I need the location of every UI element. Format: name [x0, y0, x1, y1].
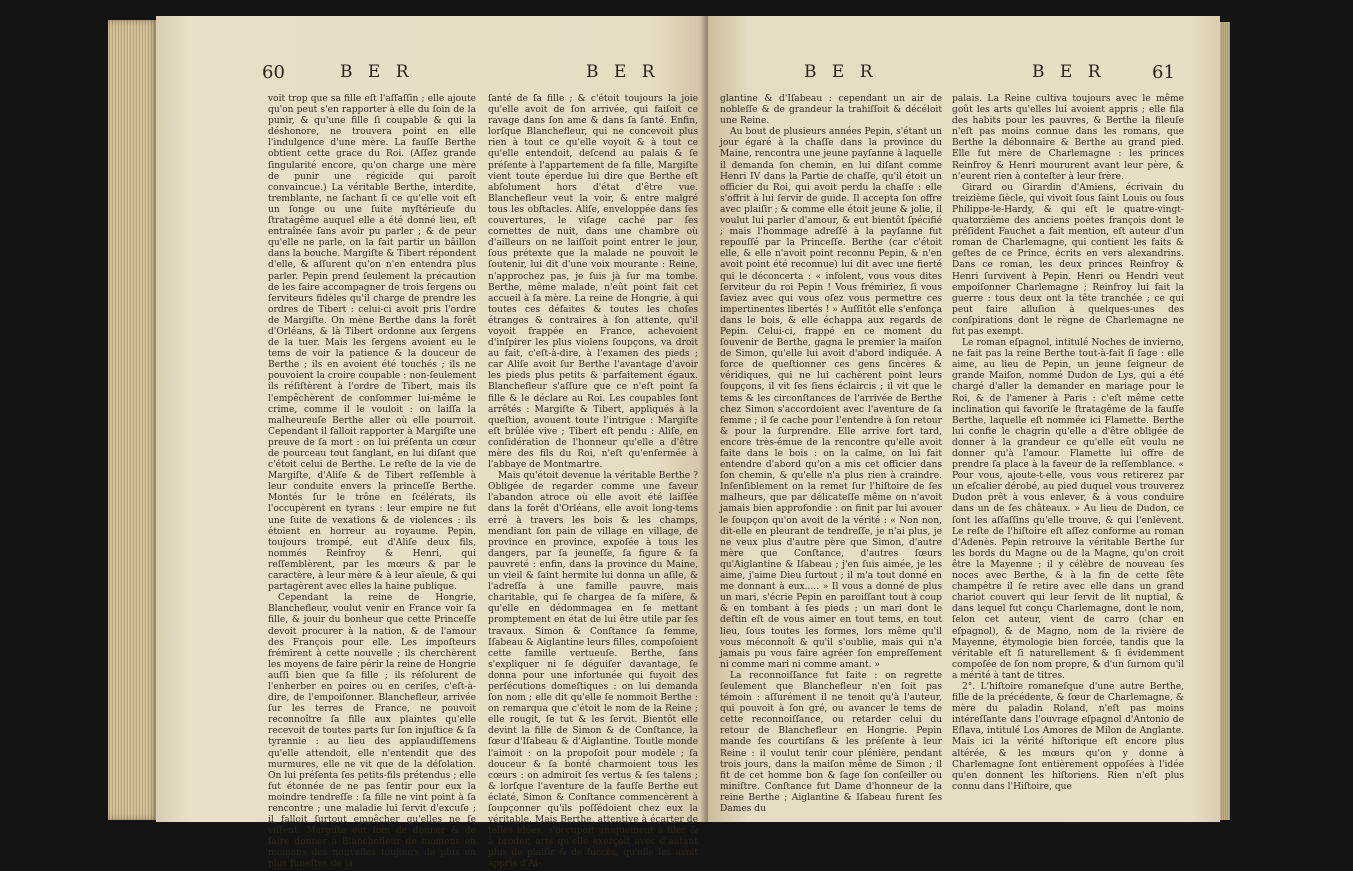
- running-head: B E R: [586, 62, 660, 82]
- running-head: B E R: [340, 62, 414, 82]
- right-page: [708, 16, 1220, 822]
- page-edges-left: [108, 20, 158, 820]
- paragraph: palais. La Reine cultiva toujours avec le même goût les arts qu'elles lui avoient appris ; elle fila des habits pour les pauvres, & Berthe la fileuſe n'eſt pas moins connue dans les romans, que Berthe la débonnaire & Berthe au grand pied. Elle fut mère de Charlemagne : les princes Reinfroy & Henri moururent avant leur père, & n'eurent rien à conteſter à leur frère.: [952, 94, 1184, 182]
- text-column-3: [720, 94, 942, 814]
- page-edges-right: [1220, 22, 1230, 820]
- paragraph: Cependant la reine de Hongrie, Blanchefleur, voulut venir en France voir ſa fille, & jouir du bonheur que cette Princeſſe devoit procurer à la nation, & de l'amour des François pour elle. Les impoſteurs frémirent à cette nouvelle ; ils cherchèrent les moyens de faire périr la reine de Hongrie auſſi bien que ſa fille ; ils réſolurent de l'enherber en poires ou en ceriſes, c'eſt-à-dire, de l'empoiſonner. Blanchefleur, arrivée ſur les terres de France, ne pouvoit reconnoître ſa fille aux plaintes qu'elle recevoit de toutes parts ſur ſon injuſtice & ſa tyrannie : au lieu des applaudiſſemens qu'elle attendoit, elle n'entendit que des murmures, elle ne vit que de la déſolation. On lui préſenta ſes petits-fils prétendus ; elle fut étonnée de ne pas ſentir pour eux la moindre tendreſſe : ſa fille ne vint point à ſa rencontre ; une maladie lui ſervit d'excuſe ; il falloit ſurtout empêcher qu'elles ne ſe viſſent. Margiſte eut ſoin de donner & de faire donner à Blanchefleur de momens en momens des nouvelles toujours de plus en plus funeſtes de la: [268, 593, 476, 870]
- paragraph: ſanté de ſa fille ; & c'étoit toujours la joie qu'elle avoit de ſon arrivée, qui faiſoit ce ravage dans ſon ame & dans ſa ſanté. Enfin, lorſque Blanchefleur, qui ne concevoit plus rien à tout ce qu'elle voyoit & à tout ce qu'elle entendoit, deſcend au palais & ſe préſente à l'appartement de ſa fille, Margiſte vient toute éperdue lui dire que Berthe eſt abſolument hors d'état d'être vue. Blanchefleur veut la voir, & entre malgré tous les obſtacles. Aliſe, enveloppée dans ſes couvertures, le viſage caché par ſes cornettes de nuit, dans une chambre où d'ailleurs on ne laiſſoit point entrer le jour, ſous prétexte que la malade ne pouvoit le ſoutenir, lui dit d'une voix mourante : Reine, n'approchez pas, je ſuis jà ſur ma tombe. Berthe, même malade, n'eût point fait cet accueil à ſa mère. La reine de Hongrie, à qui toutes ces défaites & toutes les choſes étranges & contraires à ſon attente, qu'il voyoit frappée en France, achevoient d'inſpirer les plus violens ſoupçons, va droit au fait, c'eſt-à-dire, à l'examen des pieds ; car Aliſe avoit ſur Berthe l'avantage d'avoir les pieds plus petits & parfaitement égaux. Blanchefleur s'aſſure que ce n'eſt point ſa fille & le déclare au Roi. Les coupables ſont arrêtés : Margiſte & Tibert, appliqués à la queſtion, avouent toute l'intrigue : Margiſte eſt brûlée vive ; Tibert eſt pendu : Aliſe, en conſidération de l'honneur qu'elle a d'être mère des fils du Roi, n'eſt qu'enfermée à l'abbaye de Montmartre.: [488, 94, 698, 471]
- paragraph: La reconnoiſſance fut faite : on regrette ſeulement que Blanchefleur n'en ſoit pas témoin : aſſurément il ne tenoit qu'à l'auteur, qui pouvoit à ſon gré, ou avancer le tems de cette reconnoiſſance, ou retarder celui du retour de Blanchefleur en Hongrie. Pepin mande ſes courtiſans & les préſente à leur Reine : il voulut tenir cour plénière, pendant trois jours, dans la maiſon même de Simon ; il fit de cet homme bon & ſage ſon conſeiller ou miniſtre. Conſtance fut Dame d'honneur de la reine Berthe ; Aiglantine & Iſabeau furent ſes Dames du: [720, 670, 942, 814]
- paragraph: Girard ou Girardin d'Amiens, écrivain du treizième ſiècle, qui vivoit ſous ſaint Louis ou ſous Philippe-le-Hardy, & qui eſt le quatre-vingt-quatorzième des anciens poètes françois dont le préſident Fauchet a fait mention, eſt auteur d'un roman de Charlemagne, qui contient les faits & geſtes de ce Prince, écrits en vers alexandrins. Dans ce roman, les deux princes Reinfroy & Henri ſurvivent à Pepin. Henri ou Hendri veut empoiſonner Charlemagne ; Reinfroy lui fait la guerre : tous deux ont la tête tranchée ; ce qui peut faire alluſion à quelques-unes des conſpirations dont le règne de Charlemagne ne fut pas exempt.: [952, 182, 1184, 337]
- text-column-1: [268, 94, 476, 870]
- page-number: 60: [262, 62, 285, 83]
- paragraph: voit trop que sa fille eſt l'aſſaſſin ; elle ajoute qu'on peut s'en rapporter à elle du ſoin de la punir, & qu'une fille ſi coupable & qui la déshonore, ne trouvera point en elle l'indulgence d'une mère. La fauſſe Berthe obtient cette grace du Roi. (Aſſez grande ſingularité encore, qu'on charge une mère de punir une régicide qui paroît convaincue.) La véritable Berthe, interdite, tremblante, ne ſachant ſi ce qu'elle voit eſt un ſonge ou une ſuite myſtérieuſe du ſtratagême auquel elle a été donné lieu, eſt entraînée ſans avoir pu parler ; & de peur qu'elle ne parle, on la fait partir un bâillon dans la bouche. Margiſte & Tibert répondent d'elle, & aſſurent qu'on n'en entendra plus parler. Pepin prend ſeulement la précaution de les faire accompagner de trois ſergens ou ſerviteurs fidèles qu'il charge de prendre les ordres de Tibert : celui-ci avoit pris l'ordre de Margiſte. On mène Berthe dans la forêt d'Orléans, & là Tibert ordonne aux ſergens de la tuer. Mais les ſergens avoient eu le tems de voir la patience & la douceur de Berthe ; ils en avoient été touchés ; ils ne pouvoient la croire coupable : non-ſeulement ils réſiſtèrent à l'ordre de Tibert, mais ils l'empêchèrent de conſommer lui-même le crime, comme il le vouloit : on laiſſa la malheureuſe Berthe aller où elle pourroit. Cependant il falloit rapporter à Margiſte une preuve de ſa mort : on lui préſenta un cœur de pourceau tout ſanglant, en lui diſant que c'étoit celui de Berthe. Le reſte de la vie de Margiſte, d'Aliſe & de Tibert reſſemble à leur conduite envers la princeſſe Berthe. Montés ſur le trône en ſcélérats, ils l'occupèrent en tyrans : leur empire ne fut une ſuite de vexations & de violences : ils étoient en horreur au royaume. Pepin, toujours trompé, eut d'Aliſe deux fils, nommés Reinfroy & Henri, qui reſſemblèrent, par les mœurs & par le caractère, à leur mère & à leur aïeule, & qui partagèrent avec elles la haine publique.: [268, 94, 476, 593]
- page-number: 61: [1152, 62, 1175, 83]
- text-column-4: [952, 94, 1184, 814]
- paragraph: glantine & d'Iſabeau : cependant un air de nobleſſe & de grandeur la trahiſſoit & décéloit une Reine.: [720, 94, 942, 127]
- running-head: B E R: [804, 62, 878, 82]
- paragraph: Mais qu'étoit devenue la véritable Berthe ? Obligée de regarder comme une faveur l'abandon atroce où elle avoit été laiſſée dans la forêt d'Orléans, elle avoit long-tems erré à travers les bois & les champs, mendiant ſon pain de village en village, de province en province, expoſée à tous les dangers, par ſa jeuneſſe, ſa figure & ſa pauvreté : enfin, dans la province du Maine, un vieil & ſaint hermite lui donna un aſile, & l'adreſſa à une famille pauvre, mais charitable, qui ſe chargea de ſa miſère, & qu'elle en dédommagea en ſe mettant promptement en état de lui être utile par ſes travaux. Simon & Conſtance ſa femme, Iſabeau & Aiglantine leurs filles, compoſoient cette famille vertueuſe. Berthe, ſans s'expliquer ni ſe déguiſer davantage, ſe donna pour une infortunée qui fuyoit des perſécutions domeſtiques : on lui demanda ſon nom ; elle dit qu'elle ſe nommoit Berthe : on remarqua que c'étoit le nom de la Reine ; elle rougit, ſe tut & les ſervit. Bientôt elle devint la fille de Simon & de Conſtance, la ſœur d'Iſabeau & d'Aiglantine. Toutle monde l'aimoit : on la propoſoit pour modèle ; ſa douceur & ſa bonté charmoient tous les cœurs : on admiroit ſes vertus & ſes talens ; & lorſque l'aventure de la fauſſe Berthe eut éclaté, Simon & Conſtance commencèrent à ſoupçonner qu'ils poſſédoient chez eux la véritable. Mais Berthe, attentive à écarter de telles idées, s'occupoit uniquement à filer & à broder, arts qu'elle exerçoit avec d'autant plus de plaiſir & de ſuccès, qu'elle les avoit appris d'Ai-: [488, 471, 698, 870]
- paragraph: Le roman eſpagnol, intitulé Noches de invierno, ne fait pas la reine Berthe tout-à-fait ſi ſage : elle aime, au lieu de Pepin, un jeune ſeigneur de grande Maiſon, nommé Dudon de Lys, qui a été chargé d'aller la demander en mariage pour le Roi, & de l'amener à Paris : c'eſt même cette inclination qui favoriſe le ſtratagême de la fauſſe Berthe, laquelle eſt nommée ici Flamette. Berthe lui confie le chagrin qu'elle a d'être obligée de donner à la grandeur ce qu'elle eût voulu ne donner qu'à l'amour. Flamette lui offre de prendre ſa place à la faveur de la reſſemblance. « Pour vous, ajoute-t-elle, vous vous retirerez par un eſcalier dérobé, au pied duquel vous trouverez Dudon prêt à vous enlever, & à vous conduire dans un de ſes châteaux. » Au lieu de Dudon, ce ſont les aſſaſſins qu'elle trouve, & qui l'enlèvent. Le reſte de l'hiſtoire eſt aſſez conforme au roman d'Adenès. Pepin retrouve la véritable Berthe ſur les bords du Magne ou de la Magne, qu'on croit être la Mayenne ; il y célèbre de nouveau ſes noces avec Berthe, & à la fin de cette fête champêtre il ſe retire avec elle dans un grand chariot couvert qui leur ſervit de lit nuptial, & dans lequel fut conçu Charlemagne, dont le nom, ſelon cet auteur, vient de carro (char en eſpagnol), & de Magno, nom de la rivière de Mayenne, étymologie bien forcée, tandis que la véritable eſt ſi naturellement & ſi évidemment compoſée de ſon nom propre, & d'un ſurnom qu'il a mérité à tant de titres.: [952, 338, 1184, 681]
- right-page-header: [708, 62, 1220, 86]
- running-head: B E R: [1032, 62, 1106, 82]
- text-column-2: [488, 94, 698, 870]
- left-page: [156, 16, 708, 870]
- paragraph: Au bout de plusieurs années Pepin, s'étant un jour égaré à la chaſſe dans la province du Maine, rencontra une jeune payſanne à laquelle il demanda ſon chemin, en lui diſant comme Henri IV dans la Partie de chaſſe, qu'il étoit un officier du Roi, qui avoit perdu la chaſſe : elle s'offrit à lui ſervir de guide. Il accepta ſon offre avec plaiſir ; & comme elle étoit jeune & jolie, il voulut lui parler d'amour, & eut bientôt ſpécifié ; mais l'hommage adreſſé à la payſanne fut repouſſé par la Princeſſe. Berthe (car c'étoit elle, & elle n'avoit point reconnu Pepin, & n'en avoit point été reconnue) lui dit avec une fierté qui le déconcerta : « infolent, vous vous dites ſerviteur du roi Pepin ! Vous frémiriez, ſi vous ſaviez avec qui vous oſez vous permettre ces impertinentes libertés ! » Auſſitôt elle s'enfonça dans le bois, & elle échappa aux regards de Pepin. Celui-ci, frappé en ce moment du ſouvenir de Berthe, gagna le premier la maiſon de Simon, qu'elle lui avoit d'abord indiquée. A force de queſtionner ces gens ſincères & véridiques, qui ne lui cachèrent point leurs ſoupçons, il vit ſes ſiens éclaircis ; il vit que le tems & les circonſtances de l'arrivée de Berthe chez Simon s'accordoient avec l'aventure de ſa femme ; il ſe cache pour l'entendre à ſon retour & pour la ſurprendre. Elle arrive fort tard, encore très-émue de la rencontre qu'elle avoit faite dans le bois : on la calme, on lui fait entendre d'abord qu'on a mis cet officier dans ſon chemin, & qu'elle n'a plus rien à craindre. Inſenſiblement on la remet ſur l'hiſtoire de ſes malheurs, que par délicateſſe même on n'avoit jamais bien approfondie : on finit par lui avouer le ſoupçon qu'on avoit de la vérité : « Non non, dit-elle en pleurant de tendreſſe, je n'ai plus, je ne veux plus d'autre père que Simon, d'autre mère que Conſtance, d'autres ſœurs qu'Aiglantine & Iſabeau ; j'en ſuis aimée, je les aime, j'aime Dieu ſurtout ; il m'a tout donné en me donnant à eux..... » Il vous a donné de plus un mari, s'écrie Pepin en paroiſſant tout à coup & en tombant à ſes pieds ; un mari dont le deſtin eſt de vous aimer en tout tems, en tout lieu, ſous toutes les formes, lors même qu'il vous méconnoît & qu'il s'oublie, mais qui n'a jamais pu vous faire agréer ſon empreſſement ni comme mari ni comme amant. »: [720, 127, 942, 670]
- left-page-header: [156, 62, 708, 86]
- paragraph: 2°. L'hiſtoire romaneſque d'une autre Berthe, fille de la précédente, & ſœur de Charlemagne, & mère du paladin Roland, n'eſt pas moins intéreſſante dans l'ouvrage eſpagnol d'Antonio de Eſlava, intitulé Los Amores de Milon de Anglante. Mais ici la vérité hiſtorique eſt encore plus altérée, & les mœurs qu'on y donne à Charlemagne ſont entièrement oppoſées à l'idée qu'en donnent les hiſtoriens. Rien n'eſt plus connu dans l'Hiſtoire, que: [952, 681, 1184, 792]
